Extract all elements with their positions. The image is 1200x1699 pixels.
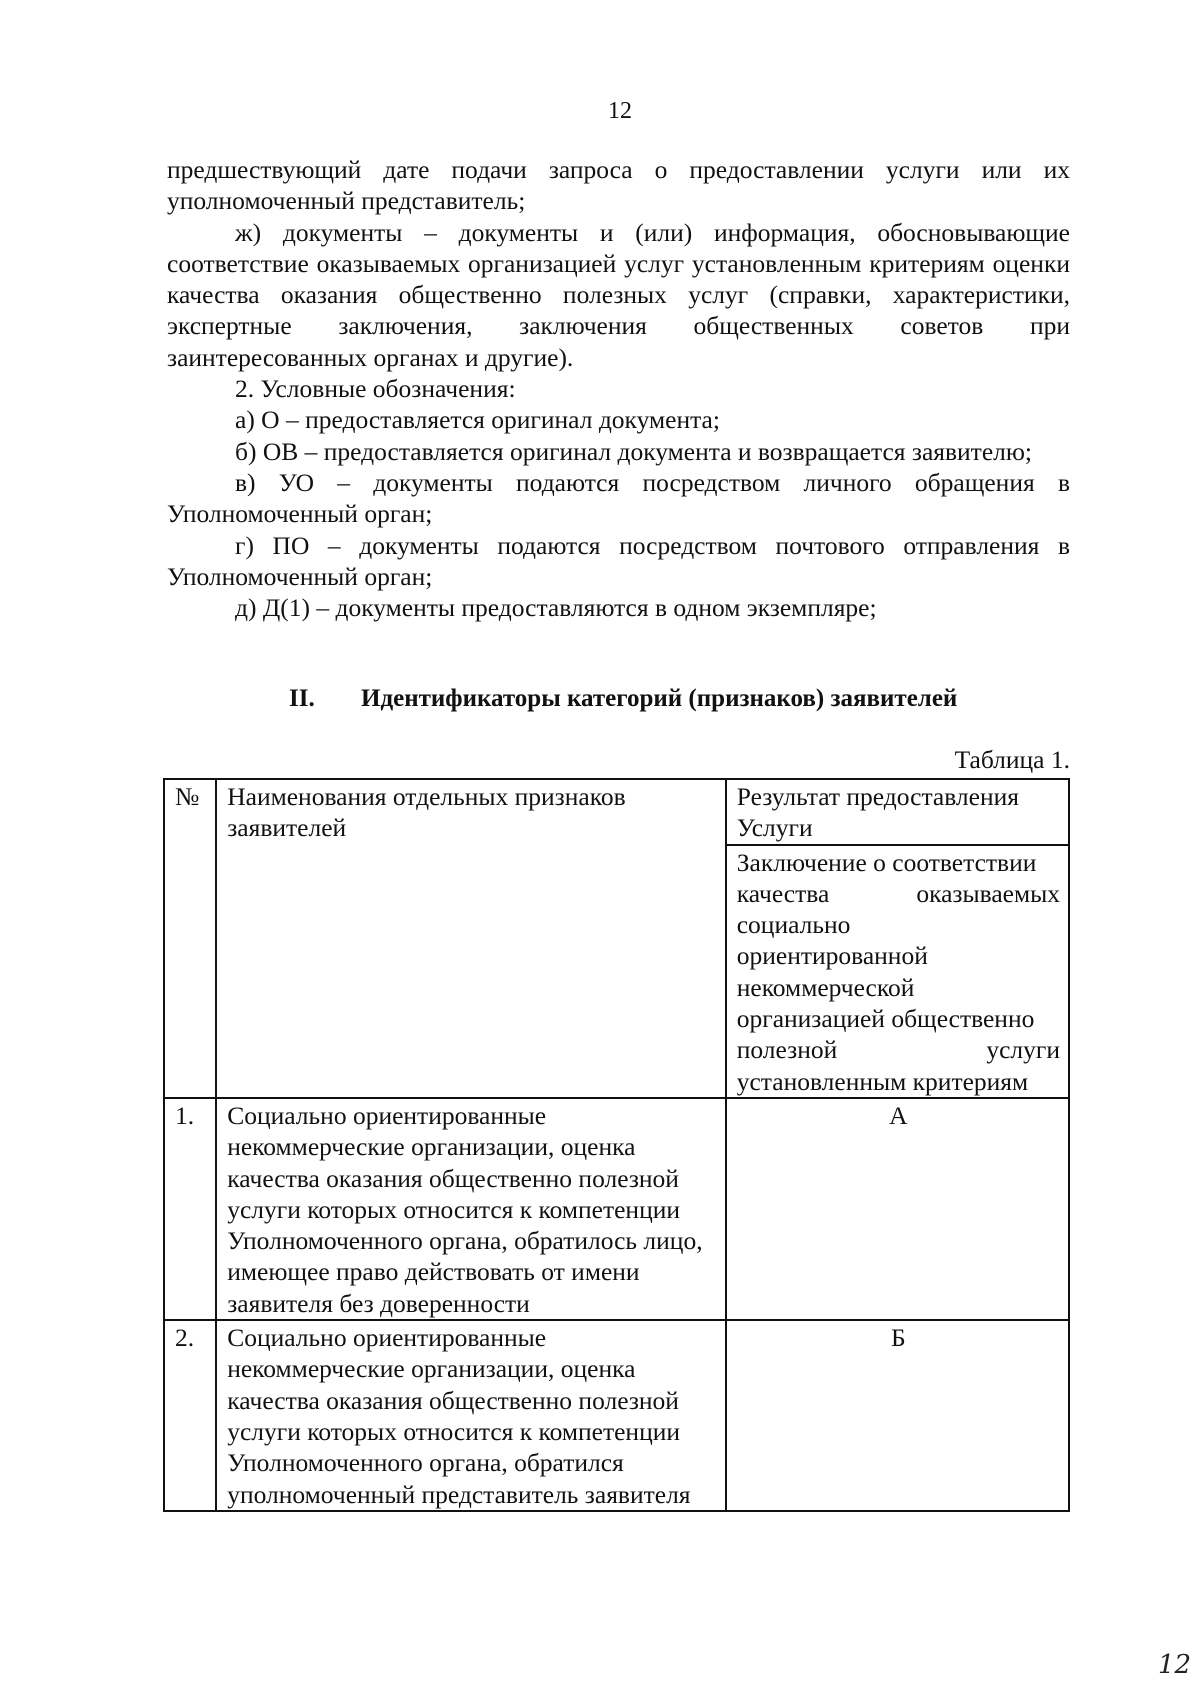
row-name: Социально ориентированные некоммерческие организации, оценка качества оказания общественно полезной услуги которых относится к компетенции Уполномоченного органа, обратился уполномоченный представитель заявителя	[227, 1323, 691, 1509]
handwritten-page-mark: 12	[1158, 1650, 1192, 1680]
result-sub-line: качества оказываемых	[736, 878, 1060, 908]
header-result: Результат предоставления Услуги	[736, 782, 1019, 843]
header-name-cell	[216, 779, 726, 1098]
identifiers-table	[163, 778, 1070, 1512]
row-num-cell	[164, 1320, 216, 1511]
paragraph-documents: ж) документы – документы и (или) информация, обосновывающие соответствие оказываемых организацией услуг установленным критериям оценки качества оказания общественно полезных услуг (справки, характеристики, экспертные заключения, заключения общественных советов при заинтересованных органах и другие).	[167, 217, 1070, 372]
section-title: Идентификаторы категорий (признаков) заявителей	[361, 685, 958, 712]
result-sub-line: установленным критериям	[736, 1066, 1029, 1096]
table-row	[164, 1320, 1069, 1511]
row-num-cell	[164, 1098, 216, 1320]
header-name: Наименования отдельных признаков заявителей	[227, 782, 626, 843]
row-result: Б	[891, 1323, 906, 1353]
row-name-cell	[216, 1098, 726, 1320]
section-number: II.	[289, 685, 315, 712]
paragraph-legend-d: д) Д(1) – документы предоставляются в одном экземпляре;	[235, 593, 877, 623]
body-text	[167, 154, 1070, 623]
result-sub-line: полезной услуги	[736, 1035, 1060, 1065]
row-name-cell	[216, 1320, 726, 1511]
paragraph-legend-g: г) ПО – документы подаются посредством почтового отправления в Уполномоченный орган;	[167, 530, 1070, 591]
result-sub-line: социально	[736, 910, 851, 940]
row-result-cell	[726, 1098, 1069, 1320]
result-sub-line: организацией общественно	[736, 1004, 1035, 1034]
row-num: 2.	[175, 1323, 195, 1353]
row-result: А	[889, 1100, 908, 1130]
page-number: 12	[608, 98, 632, 124]
result-sub-line: некоммерческой	[736, 972, 915, 1002]
row-num: 1.	[175, 1100, 195, 1130]
paragraph-legend-v: в) УО – документы подаются посредством личного обращения в Уполномоченный орган;	[167, 467, 1070, 529]
paragraph-continuation: предшествующий дате подачи запроса о предоставлении услуги или их уполномоченный представитель;	[167, 155, 1070, 216]
header-result-sub-cell	[726, 845, 1069, 1098]
header-num: №	[175, 782, 200, 811]
result-sub-line: ориентированной	[736, 941, 928, 971]
table-row	[164, 1098, 1069, 1320]
header-result-cell	[726, 779, 1069, 845]
paragraph-legend-b: б) ОВ – предоставляется оригинал документа и возвращается заявителю;	[235, 436, 1032, 466]
paragraph-legend-title: 2. Условные обозначения:	[235, 374, 516, 404]
table-header-row	[164, 779, 1069, 845]
result-sub-line: Заключение о соответствии	[736, 847, 1037, 877]
paragraph-legend-a: а) О – предоставляется оригинал документа;	[235, 405, 720, 435]
row-name: Социально ориентированные некоммерческие организации, оценка качества оказания общественно полезной услуги которых относится к компетенции Уполномоченного органа, обратилось лицо, имеющее право действовать от имени заявителя без доверенности	[227, 1100, 703, 1318]
header-num-cell	[164, 779, 216, 1098]
table-caption: Таблица 1.	[954, 745, 1070, 774]
row-result-cell	[726, 1320, 1069, 1511]
